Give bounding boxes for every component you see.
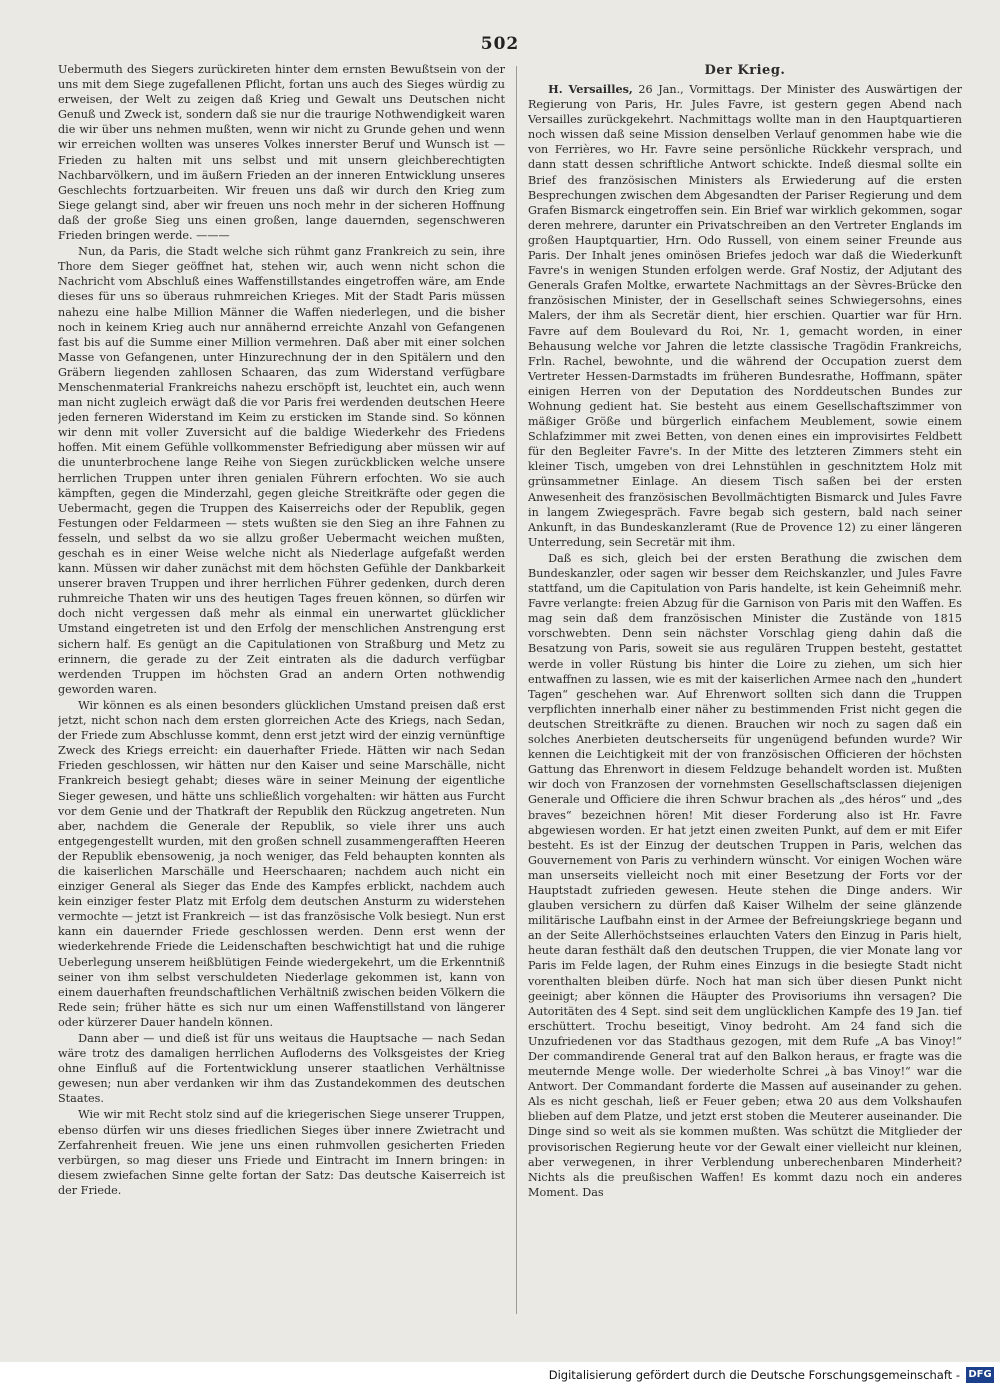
section-heading: Der Krieg. (704, 63, 786, 78)
left-paragraph-4: Dann aber — und dieß ist für uns weitaus die Hauptsache — nach Sedan wäre trotz des damaligen herrlichen Aufloderns des Volksgeistes der Krieg ohne Einfluß auf die Fortentwicklung unserer staatlichen Verhältnisse gewesen; nun aber verdanken wir ihm das Zustandekommen des deutschen Staates. (58, 1032, 505, 1106)
footer-credit: Digitalisierung gefördert durch die Deutsche Forschungsgemeinschaft - (548, 1368, 960, 1382)
dateline: H. Versailles, (548, 82, 633, 96)
right-column (528, 62, 962, 1312)
column-divider (516, 66, 517, 1314)
left-paragraph-1: Uebermuth des Siegers zurückireten hinter dem ernsten Bewußtsein von der uns mit dem Siege zugefallenen Pflicht, fortan uns auch des Sieges würdig zu erweisen, der Welt zu zeigen daß Krieg und Gewalt uns Deutschen nicht Genuß und Zweck ist, sondern daß sie nur die traurige Nothwendigkeit waren die wir über uns nehmen mußten, wenn wir nicht zu Grunde gehen und wenn wir erreichen wollten was unseres Volkes innerster Beruf und Wunsch ist — Frieden zu halten mit uns selbst und mit unsern gleichberechtigten Nachbarvölkern, und im äußern Frieden an der inneren Entwicklung unseres Geschlechts fortzuarbeiten. Wir freuen uns daß wir durch den Krieg zum Siege gelangt sind, aber wir freuen uns noch mehr in der sicheren Hoffnung daß der große Sieg uns einen großen, lange dauernden, segenschweren Frieden bringen werde. ——— (58, 63, 505, 243)
dateline-text: 26 Jan., Vormittags. Der Minister des Auswärtigen der Regierung von Paris, Hr. Jules Favre, ist gestern gegen Abend nach Versailles zurückgekehrt. Nachmittags wollte man in den Hauptquartieren noch wissen daß seine Mission denselben Verlauf genommen habe wie die von Ferrières, wo Hr. Favre seine persönliche Rückkehr versprach, und dann statt dessen schriftliche Antwort schickte. Indeß diesmal sollte ein Brief des französischen Ministers als Erwiederung auf die ersten Besprechungen zwischen dem Abgesandten der Pariser Regierung und dem Grafen Bismarck eingetroffen sein. Ein Brief war wirklich gekommen, sogar deren mehrere, darunter ein Privatschreiben an den Vertreter Englands im großen Hauptquartier, Hrn. Odo Russell, von einem seiner Freunde aus Paris. Der Inhalt jenes ominösen Briefes jedoch war daß die Wiederkunft Favre's in wenigen Stunden erfolgen werde. Graf Nostiz, der Adjutant des Generals Grafen Moltke, erwartete Nachmittags an der Sèvres-Brücke den französischen Minister, der in Gesellschaft seines Schwiegersohns, eines Malers, der ihm als Secretär dient, hier erschien. Quartier war für Hrn. Favre auf dem Boulevard du Roi, Nr. 1, gemacht worden, in einer Behausung welche vor Jahren die letzte classische Tragödin Frankreichs, Frln. Rachel, bewohnte, und die während der Occupation zuerst dem Vertreter Hessen-Darmstadts im früheren Bundesrathe, Hoffmann, später einigen Herren von der Deputation des Norddeutschen Bundes zur Wohnung gedient hat. Sie besteht aus einem Gesellschaftszimmer von mäßiger Größe und bürgerlich einfachem Meublement, sowie einem Schlafzimmer mit zwei Betten, von denen eines ein improvisirtes Feldbett für den Begleiter Favre's. In der Mitte des letzteren Zimmers steht ein kleiner Tisch, umgeben von drei Lehnstühlen in geschnitztem Holz mit grünsammetner Einlage. An diesem Tisch saßen bei der ersten Anwesenheit des französischen Bevollmächtigten Bismarck und Jules Favre in langem Zwiegespräch. Favre begab sich gestern, bald nach seiner Ankunft, in das Bundeskanzleramt (Rue de Provence 12) zu einer längeren Unterredung, sein Secretär mit ihm. (528, 83, 962, 549)
left-paragraph-3: Wir können es als einen besonders glücklichen Umstand preisen daß erst jetzt, nicht schon nach dem ersten glorreichen Acte des Kriegs, nach Sedan, der Friede zum Abschlusse kommt, denn erst jetzt wird der einzig vernünftige Zweck des Kriegs erreicht: ein dauerhafter Friede. Hätten wir nach Sedan Frieden geschlossen, wir hätten nur den Kaiser und seine Marschälle, nicht Frankreich besiegt gehabt; dieses wäre in seiner Meinung der eigentliche Sieger gewesen, und hätte uns schließlich vorgehalten: wir hätten aus Furcht vor dem Genie und der Thatkraft der Republik den Rückzug angetreten. Nun aber, nachdem die Generale der Republik, so viele ihrer uns auch entgegengestellt wurden, mit den großen schnell zusammengerafften Heeren der Republik ebensowenig, ja noch weniger, das Feld behaupten konnten als die kaiserlichen Marschälle und Heerschaaren; nachdem auch nicht ein einziger General als Sieger das Ende des Kampfes erblickt, nachdem auch kein einziger fester Platz mit Erfolg dem deutschen Ansturm zu widerstehen vermochte — jetzt ist Frankreich — ist das französische Volk besiegt. Nun erst kann ein dauernder Friede geschlossen werden. Denn erst wenn der wiederkehrende Friede die Leidenschaften beschwichtigt hat und die ruhige Ueberlegung unserem heißblütigen Feinde wiedergekehrt, um die Erkenntniß seiner von ihm selbst verschuldeten Niederlage gekommen ist, kann von einem dauerhaften freundschaftlichen Verhältniß zwischen beiden Völkern die Rede sein; früher hätte es sich nur um einen Waffenstillstand von längerer oder kürzerer Dauer handeln können. (58, 698, 505, 1029)
dfg-logo: DFG (966, 1367, 994, 1383)
right-paragraph-2: Daß es sich, gleich bei der ersten Berathung die zwischen dem Bundeskanzler, oder sagen wir besser dem Reichskanzler, und Jules Favre stattfand, um die Capitulation von Paris handelte, ist kein Geheimniß mehr. Favre verlangte: freien Abzug für die Garnison von Paris mit den Waffen. Es mag sein daß dem französischen Minister die Zustände von 1815 vorschwebten. Denn sein nächster Vorschlag gieng dahin daß die Besatzung von Paris, soweit sie aus regulären Truppen besteht, gestattet werde in voller Rüstung bis hinter die Loire zu ziehen, um sich hier entwaffnen zu lassen, wie es mit der kaiserlichen Armee nach den „hundert Tagen“ geschehen war. Auf Ehrenwort sollten sich dann die Truppen verpflichten innerhalb einer näher zu bestimmenden Frist nicht gegen die deutschen Streitkräfte zu dienen. Brauchen wir noch zu sagen daß ein solches Anerbieten deutscherseits für ungenügend befunden wurde? Wir kennen die Leichtigkeit mit der von französischen Officieren der höchsten Gattung das Ehrenwort in diesem Feldzuge behandelt worden ist. Mußten wir doch von Franzosen der vornehmsten Gesellschaftsclassen diejenigen Generale und Officiere die ihren Schwur brachen als „des héros“ und „des braves“ bezeichnen hören! Mit dieser Forderung also ist Hr. Favre abgewiesen worden. Er hat jetzt einen zweiten Punkt, auf dem er mit Eifer besteht. Es ist der Einzug der deutschen Truppen in Paris, welchen das Gouvernement von Paris zu verhindern wünscht. Vor einigen Wochen wäre man unserseits vielleicht noch mit einer Besetzung der Forts vor der Hauptstadt zufrieden gewesen. Heute stehen die Dinge anders. Wir glauben versichern zu dürfen daß Kaiser Wilhelm der seine glänzende militärische Laufbahn einst in der Armee der Befreiungskriege begann und an der Seite Allerhöchstseines erlauchten Vaters den Einzug in Paris hielt, heute daran festhält daß den deutschen Truppen, die vier Monate lang vor Paris im Felde lagen, der Ruhm eines Einzugs in die besiegte Stadt nicht vorenthalten bleiben dürfe. Noch hat man sich über diesen Punkt nicht geeinigt; aber können die Häupter des Provisoriums ihn versagen? Die Autoritäten des 4 Sept. sind seit dem unglücklichen Kampfe des 19 Jan. tief erschüttert. Trochu beseitigt, Vinoy bedroht. Am 24 fand sich die Unzufriedenen vor das Stadthaus gezogen, mit dem Rufe „A bas Vinoy!“ Der commandirende General trat auf den Balkon heraus, er fragte was die meuternde Menge wolle. Der wiederholte Schrei „à bas Vinoy!“ war die Antwort. Der Commandant forderte die Massen auf auseinander zu gehen. Als es nicht geschah, ließ er Feuer geben; etwa 20 aus dem Volkshaufen blieben auf dem Platze, und jetzt erst stoben die Meuterer auseinander. Die Dinge sind so weit als sie kommen mußten. Was schützt die Mitglieder der provisorischen Regierung heute vor der Gewalt einer vielleicht nur kleinen, aber verwegenen, in ihrer Verblendung unberechenbaren Minderheit? Nichts als die preußischen Waffen! Es kommt dazu noch ein anderes Moment. Das (528, 551, 962, 1199)
page-number: 502 (480, 34, 520, 54)
left-paragraph-5: Wie wir mit Recht stolz sind auf die kriegerischen Siege unserer Truppen, ebenso dürfen wir uns dieses friedlichen Sieges über innere Zwietracht und Zerfahrenheit freuen. Wie jene uns einen ruhmvollen gesicherten Frieden verbürgen, so mag dieser uns Friede und Eintracht im Innern bringen: in diesem zwiefachen Sinne gelte fortan der Satz: Das deutsche Kaiserreich ist der Friede. (58, 1108, 505, 1197)
left-paragraph-2: Nun, da Paris, die Stadt welche sich rühmt ganz Frankreich zu sein, ihre Thore dem Sieger geöffnet hat, stehen wir, auch wenn nicht schon die Nachricht vom Abschluß eines Waffenstillstandes eingetroffen wäre, am Ende dieses für uns so überaus ruhmreichen Krieges. Mit der Stadt Paris müssen nahezu eine halbe Million Männer die Waffen niederlegen, und die bisher noch in keinem Krieg auch nur annähernd erreichte Anzahl von Gefangenen fast bis auf die Summe einer Million vermehren. Daß aber mit einer solchen Masse von Gefangenen, unter Hinzurechnung der in den Spitälern und den Gräbern liegenden zahllosen Schaaren, das zum Widerstand verfügbare Menschenmaterial Frankreichs nahezu erschöpft ist, leuchtet ein, auch wenn man nicht zugleich erwägt daß die vor Paris frei werdenden deutschen Heere jeden ferneren Widerstand im Keim zu ersticken im Stande sind. So können wir denn mit voller Zuversicht auf die baldige Wiederkehr des Friedens hoffen. Mit einem Gefühle vollkommenster Befriedigung aber müssen wir auf die ununterbrochene lange Reihe von Siegen zurückblicken welche unsere herrlichen Truppen unter ihren genialen Führern erfochten. Wo sie auch kämpften, gegen die Minderzahl, gegen gleiche Streitkräfte oder gegen die Uebermacht, gegen die Truppen des Kaiserreichs oder der Republik, gegen Festungen oder Feldarmeen — stets wußten sie den Sieg an ihre Fahnen zu fesseln, und selbst da wo sie allzu großer Uebermacht weichen mußten, geschah es in einer Weise welche nicht als Niederlage aufgefaßt werden kann. Müssen wir daher zunächst mit dem höchsten Gefühle der Dankbarkeit unserer braven Truppen und ihrer herrlichen Führer gedenken, durch deren ruhmreiche Thaten wir uns des heutigen Tages freuen können, so dürfen wir doch nicht vergessen daß mehr als einmal ein unerwartet glücklicher Umstand eingetreten ist und den Erfolg der menschlichen Anstrengung erst sichern half. Es genügt an die Capitulationen von Straßburg und Metz zu erinnern, die gerade zu der Zeit eintraten als die dadurch verfügbar werdenden Truppen im höchsten Grad an andern Orten nothwendig geworden waren. (58, 245, 505, 696)
left-column (58, 62, 505, 1312)
footer-bar (0, 1362, 1000, 1389)
right-paragraph-1 (528, 82, 962, 550)
